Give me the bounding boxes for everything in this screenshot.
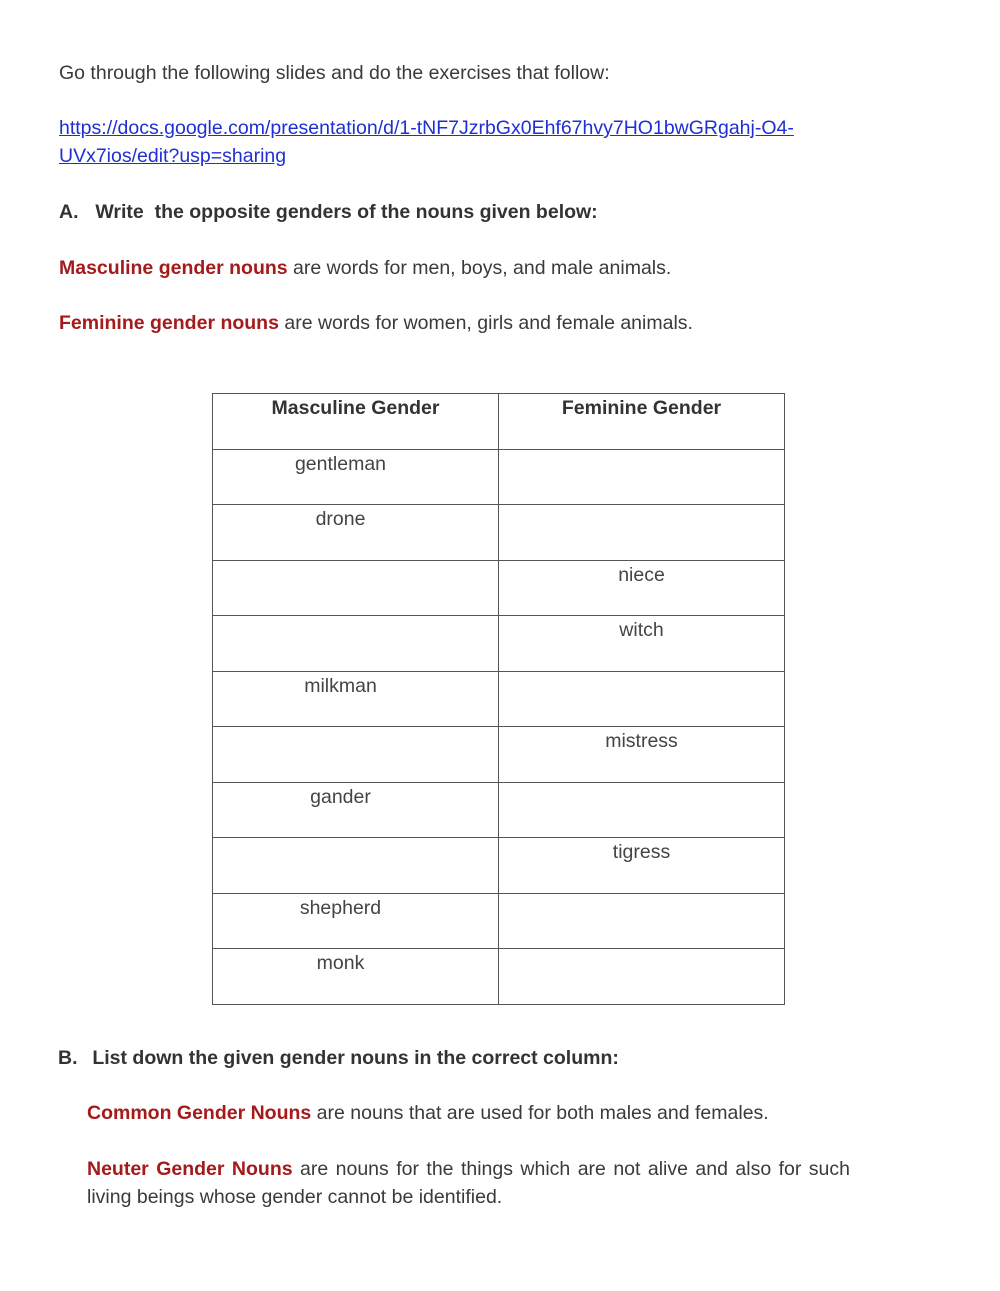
table-row [213,838,785,894]
feminine-cell[interactable] [499,949,785,1005]
feminine-definition [59,309,693,337]
feminine-def: are words for women, girls and female animals. [278,312,693,334]
table-row [213,560,785,616]
feminine-term: Feminine gender nouns [59,312,279,334]
masculine-cell[interactable]: drone [213,505,499,561]
feminine-cell[interactable]: witch [499,616,785,672]
table-row [213,505,785,561]
table-row [213,782,785,838]
feminine-cell[interactable]: tigress [499,838,785,894]
common-term: Common Gender Nouns [87,1102,312,1124]
masculine-cell[interactable]: gander [213,782,499,838]
common-def: are nouns that are used for both males and females. [311,1102,769,1124]
masculine-cell[interactable]: monk [213,949,499,1005]
neuter-def: are nouns for the things which are not alive and also for such living beings whose gender cannot be identified. [87,1158,856,1208]
feminine-cell[interactable]: mistress [499,727,785,783]
table-header-row [213,394,785,450]
masculine-cell[interactable]: gentleman [213,449,499,505]
feminine-cell[interactable] [499,671,785,727]
table-row [213,671,785,727]
feminine-cell[interactable] [499,449,785,505]
masculine-cell[interactable]: shepherd [213,893,499,949]
masculine-def: are words for men, boys, and male animals. [287,257,672,279]
table-row [213,616,785,672]
feminine-cell[interactable]: niece [499,560,785,616]
section-a-label: A. [59,201,79,223]
slides-link-line-2[interactable]: UVx7ios/edit?usp=sharing [59,145,287,167]
masculine-cell[interactable] [213,616,499,672]
section-b-label: B. [58,1047,78,1069]
neuter-definition [87,1155,856,1211]
intro-text: Go through the following slides and do the exercises that follow: [59,62,610,84]
feminine-cell[interactable] [499,782,785,838]
masculine-term: Masculine gender nouns [59,257,288,279]
section-a-heading [59,198,598,226]
masculine-definition [59,254,671,282]
feminine-cell[interactable] [499,893,785,949]
section-b-heading [58,1044,619,1072]
table-row [213,949,785,1005]
header-feminine: Feminine Gender [499,394,785,450]
section-b-heading-text: List down the given gender nouns in the correct column: [92,1047,619,1069]
masculine-cell[interactable] [213,560,499,616]
masculine-cell[interactable] [213,727,499,783]
header-masculine: Masculine Gender [213,394,499,450]
table-row [213,893,785,949]
section-a-heading-text: Write the opposite genders of the nouns given below: [95,201,598,223]
masculine-cell[interactable] [213,838,499,894]
masculine-cell[interactable]: milkman [213,671,499,727]
table-row [213,727,785,783]
slides-link-line-1[interactable]: https://docs.google.com/presentation/d/1-tNF7JzrbGx0Ehf67hvy7HO1bwGRgahj-O4- [59,117,794,139]
slides-link-block [59,114,794,170]
table-row [213,449,785,505]
gender-table [212,393,785,1005]
feminine-cell[interactable] [499,505,785,561]
common-definition [87,1099,850,1127]
neuter-term: Neuter Gender Nouns [87,1158,293,1180]
